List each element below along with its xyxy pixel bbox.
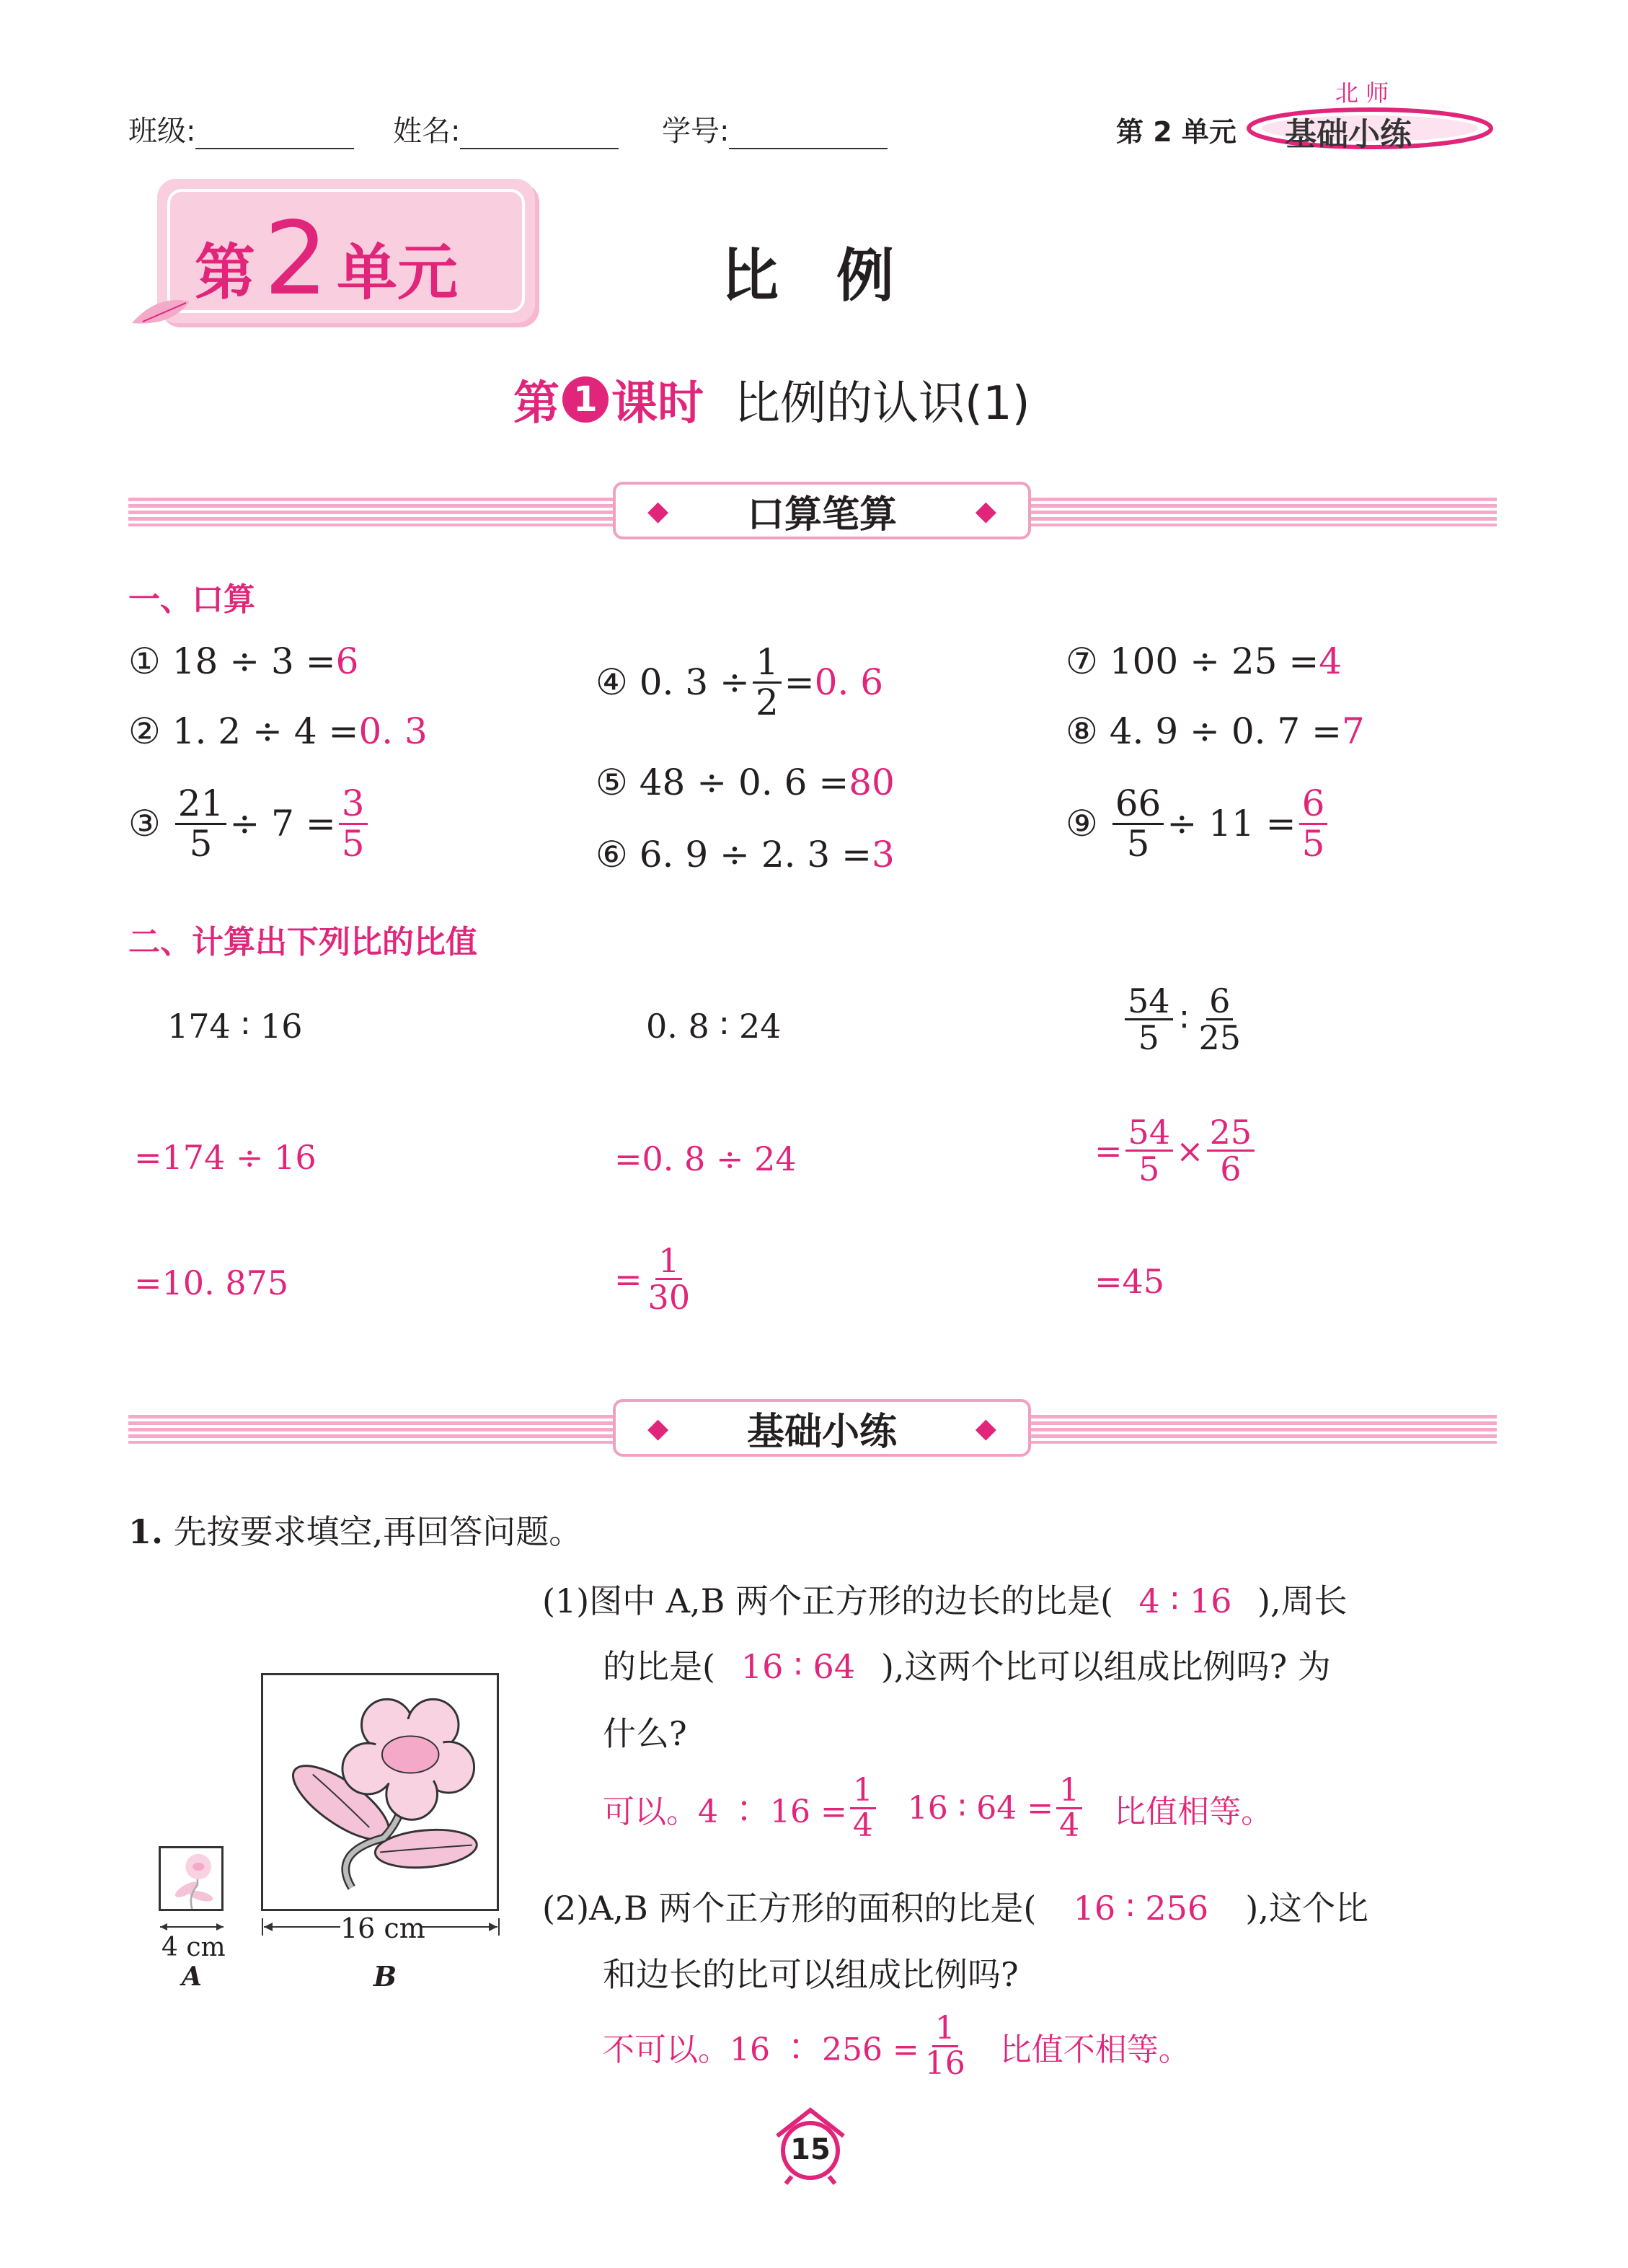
lesson-name: 比例的认识(1) <box>734 377 1030 431</box>
unit-banner-suffix: 单元 <box>337 237 459 308</box>
mental-calc-7: ⑦ 100 ÷ 25 = 4 <box>1066 640 1342 682</box>
band-2-box <box>613 1399 1031 1457</box>
name-blank[interactable] <box>460 119 619 149</box>
section-2-title: 二、计算出下列比的比值 <box>128 924 477 961</box>
page-number-badge <box>770 2104 851 2185</box>
fraction: $\frac{1}{4}$ <box>850 1774 876 1843</box>
mental-calc-3: ③ $\frac{21}{5}$ ÷ 7 = $\frac{3}{5}$ <box>128 785 371 862</box>
lesson-number-badge: 1 <box>562 376 609 423</box>
unit-banner <box>157 179 535 323</box>
large-square-dim: 16 cm <box>340 1912 425 1944</box>
part-2-line-1: (2)A,B 两个正方形的面积的比是( 16 ∶ 256 ),这个比 <box>542 1889 1368 1928</box>
brand-logo <box>1242 72 1494 151</box>
fraction: $\frac{25}{6}$ <box>1207 1115 1255 1187</box>
brand-main-text: 基础小练 <box>1285 116 1412 153</box>
problem-1-stem: 1. 先按要求填空,再回答问题。 <box>128 1512 583 1551</box>
band-1-box <box>613 482 1031 539</box>
fraction: $\frac{6}{25}$ <box>1198 981 1242 1058</box>
diamond-icon: ◆ <box>647 495 669 526</box>
part-2-reason: 不可以。16 ∶ 256 = $\frac{1}{16}$ 比值不相等。 <box>603 2010 1190 2083</box>
mental-calc-1: ① 18 ÷ 3 = 6 <box>128 640 359 682</box>
ratio-step-1b: =10. 875 <box>134 1263 289 1302</box>
answer-fraction: $\frac{3}{5}$ <box>339 785 368 862</box>
fraction: $\frac{1}{16}$ <box>924 2010 965 2083</box>
fraction: $\frac{66}{5}$ <box>1112 785 1164 862</box>
part-1-line-2: 的比是( 16 ∶ 64 ),这两个比可以组成比例吗? 为 <box>603 1647 1331 1686</box>
ratio-step-1a: =174 ÷ 16 <box>134 1138 317 1177</box>
section-1-title: 一、口算 <box>128 581 255 618</box>
mental-calc-8: ⑧ 4. 9 ÷ 0. 7 = 7 <box>1066 710 1365 752</box>
leaf-decoration-icon <box>128 287 193 330</box>
diamond-icon: ◆ <box>975 1412 996 1444</box>
dimension-arrow-icon <box>157 1920 226 1934</box>
header-unit-label: 第 2 单元 <box>1116 116 1237 148</box>
name-field: 姓名: <box>393 108 619 149</box>
ratio-problem-1: 174 ∶ 16 <box>167 1007 303 1046</box>
class-blank[interactable] <box>195 119 354 149</box>
part-2-line-2: 和边长的比可以组成比例吗? <box>603 1955 1019 1994</box>
lesson-prefix: 第 <box>513 377 559 431</box>
square-a <box>159 1846 224 1911</box>
fraction: $\frac{1}{4}$ <box>1056 1774 1082 1843</box>
flower-icon <box>161 1848 221 1909</box>
student-id-field: 学号: <box>662 108 888 149</box>
unit-banner-number: 2 <box>264 200 329 318</box>
unit-title: 比 例 <box>721 242 894 309</box>
mental-calc-9: ⑨ $\frac{66}{5}$ ÷ 11 = $\frac{6}{5}$ <box>1066 785 1330 862</box>
part-1-reason: 可以。4 ∶ 16 = $\frac{1}{4}$ 16 ∶ 64 = $\frac{1}{4}$ 比值相等。 <box>603 1772 1273 1845</box>
small-square-dim: 4 cm <box>162 1933 226 1962</box>
page-number: 15 <box>790 2133 831 2166</box>
fraction: $\frac{54}{5}$ <box>1125 984 1173 1056</box>
mental-calc-6: ⑥ 6. 9 ÷ 2. 3 = 3 <box>596 834 895 875</box>
mental-calc-2: ② 1. 2 ÷ 4 = 0. 3 <box>128 710 428 752</box>
part-1-line-3: 什么? <box>603 1714 687 1753</box>
lesson-title <box>513 366 1030 433</box>
ratio-problem-3: $\frac{54}{5}$ ∶ $\frac{6}{25}$ <box>1122 984 1247 1056</box>
fraction: $\frac{1}{2}$ <box>753 643 782 721</box>
answer-fraction: $\frac{1}{30}$ <box>647 1241 691 1318</box>
flower-icon <box>263 1675 497 1909</box>
id-blank[interactable] <box>729 119 888 149</box>
part-1-line-1: (1)图中 A,B 两个正方形的边长的比是( 4 ∶ 16 ),周长 <box>542 1581 1348 1620</box>
class-field: 班级: <box>128 108 354 149</box>
diamond-icon: ◆ <box>975 495 996 526</box>
fraction: $\frac{54}{5}$ <box>1125 1115 1174 1187</box>
brand-top-text: 北 师 <box>1335 79 1389 107</box>
mental-calc-5: ⑤ 48 ÷ 0. 6 = 80 <box>596 762 895 803</box>
mental-calc-4: ④ 0. 3 ÷ $\frac{1}{2}$ = 0. 6 <box>596 641 884 723</box>
diamond-icon: ◆ <box>647 1412 669 1444</box>
band-1-title: 口算笔算 <box>746 493 897 537</box>
answer-fraction: $\frac{6}{5}$ <box>1299 785 1328 862</box>
fraction: $\frac{21}{5}$ <box>175 785 227 862</box>
ratio-step-2a: =0. 8 ÷ 24 <box>614 1139 797 1178</box>
ratio-step-3a: = $\frac{54}{5}$ × $\frac{25}{6}$ <box>1094 1115 1257 1187</box>
ratio-step-2b: = $\frac{1}{30}$ <box>614 1243 696 1315</box>
lesson-suffix: 课时 <box>611 377 704 431</box>
ratio-step-3b: =45 <box>1094 1262 1165 1301</box>
square-b-label: B <box>373 1960 397 1993</box>
square-b <box>261 1673 499 1911</box>
ratio-problem-2: 0. 8 ∶ 24 <box>646 1007 782 1046</box>
band-2-title: 基础小练 <box>746 1410 897 1454</box>
square-a-label: A <box>182 1962 202 1992</box>
unit-banner-prefix: 第 <box>195 237 256 308</box>
